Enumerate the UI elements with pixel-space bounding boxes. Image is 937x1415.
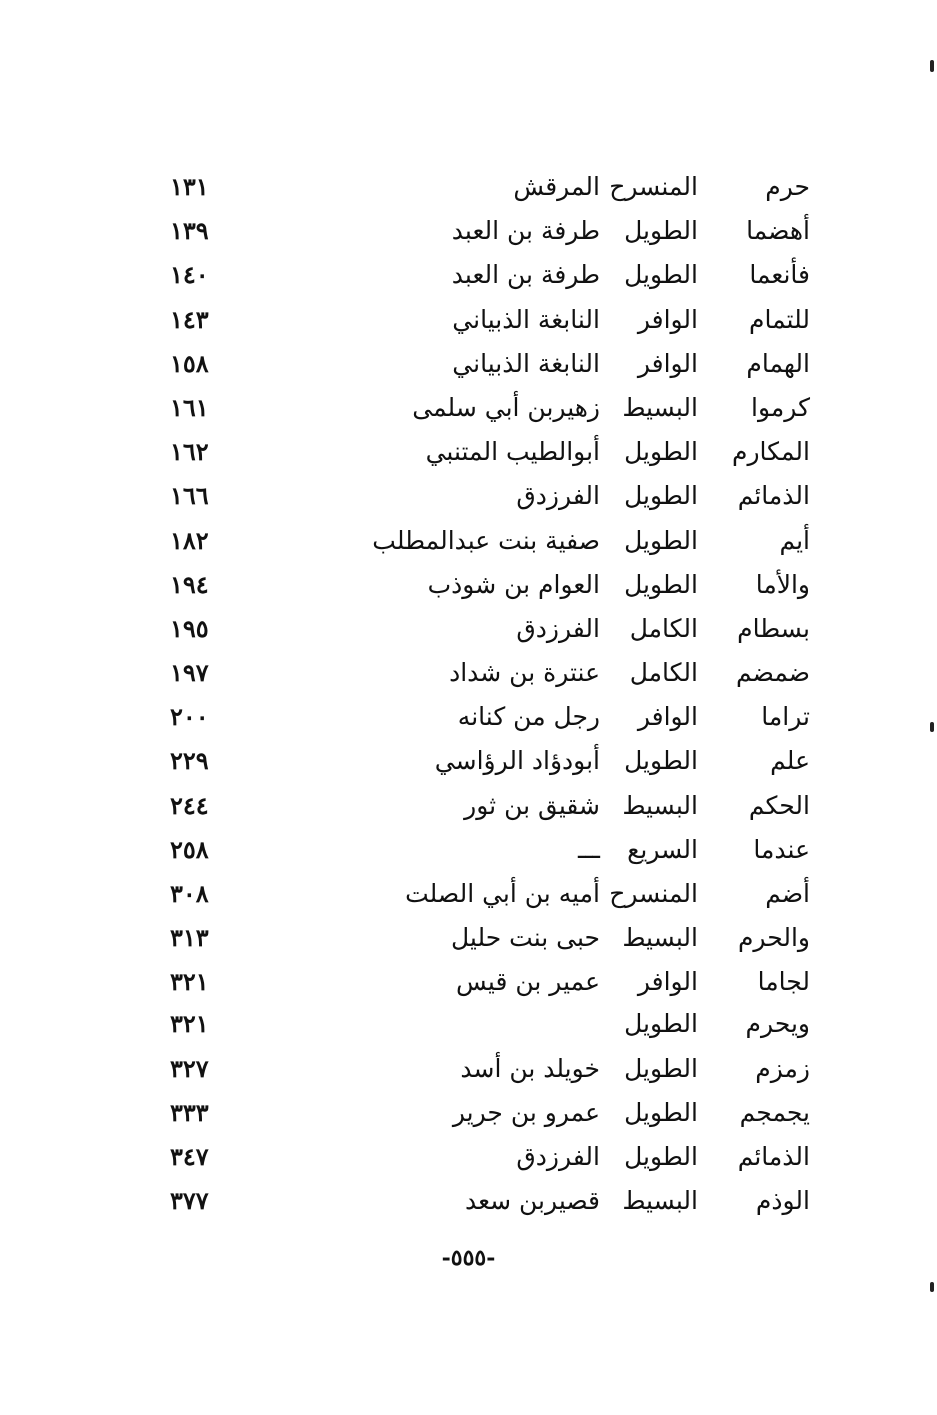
poet-cell: النابغة الذبياني [452, 304, 600, 334]
meter-cell: الطويل [624, 1053, 698, 1083]
poet-cell: أبودؤاد الرؤاسي [434, 746, 600, 776]
index-row [170, 165, 810, 209]
page-number-cell: ١٤٣ [170, 304, 209, 334]
page-number-cell: ١٣٩ [170, 216, 209, 246]
poet-cell: النابغة الذبياني [452, 348, 600, 378]
index-row [170, 607, 810, 651]
meter-cell: الطويل [624, 437, 698, 467]
index-row [170, 828, 810, 872]
page-number-cell: ١٤٠ [170, 260, 209, 290]
index-row [170, 519, 810, 563]
poet-cell: أبوالطيب المتنبي [425, 437, 600, 467]
rhyme-cell: الذمائم [737, 481, 810, 511]
index-row [170, 563, 810, 607]
rhyme-cell: الحكم [748, 790, 810, 820]
rhyme-cell: الوذم [755, 1186, 810, 1216]
page-number-cell: ١٩٥ [170, 613, 209, 643]
rhyme-cell: أضم [765, 879, 810, 908]
rhyme-cell: الذمائم [737, 1141, 810, 1171]
index-row [170, 298, 810, 342]
poet-cell: عنترة بن شداد [449, 658, 600, 688]
poet-cell: عمير بن قيس [456, 967, 600, 997]
rhyme-cell: للتمام [749, 304, 810, 334]
meter-cell: الطويل [624, 746, 698, 776]
meter-cell: الطويل [624, 1097, 698, 1127]
meter-cell: الطويل [624, 1009, 698, 1039]
page-number-cell: ١٦٦ [170, 481, 209, 511]
meter-cell: البسيط [622, 923, 698, 953]
index-row [170, 1047, 810, 1091]
page-number-cell: ١٣١ [170, 172, 209, 201]
page-number-cell: ٣٢١ [170, 1009, 209, 1039]
index-row [170, 1091, 810, 1135]
rhyme-cell: كرموا [751, 392, 810, 422]
rhyme-cell: علم [770, 746, 810, 776]
index-row [170, 253, 810, 297]
page-number-cell: ١٨٢ [170, 525, 209, 555]
index-row [170, 1135, 810, 1179]
meter-cell: البسيط [622, 790, 698, 820]
page-number-cell: ٣١٣ [170, 923, 209, 953]
rhyme-cell: تراما [761, 702, 810, 732]
scan-mark [930, 60, 934, 72]
index-row [170, 386, 810, 430]
meter-cell: الطويل [624, 481, 698, 511]
page-number-cell: ٣٤٧ [170, 1141, 209, 1171]
poet-cell: طرفة بن العبد [451, 260, 600, 290]
meter-cell: الطويل [624, 525, 698, 555]
page-number-cell: ١٥٨ [170, 348, 209, 378]
rhyme-cell: والأما [755, 569, 810, 599]
poet-cell: رجل من كنانه [457, 702, 600, 732]
page-number-cell: ٣٣٣ [170, 1097, 209, 1127]
rhyme-cell: أيم [779, 525, 810, 555]
meter-cell: الوافر [637, 967, 698, 997]
rhyme-cell: يجمجم [739, 1097, 810, 1127]
poet-cell: أميه بن أبي الصلت [405, 879, 600, 908]
index-row [170, 1002, 810, 1046]
rhyme-cell: زمزم [755, 1053, 810, 1083]
page-number-cell: ١٩٤ [170, 569, 209, 599]
rhyme-cell: بسطام [737, 613, 810, 643]
meter-cell: الكامل [629, 658, 698, 688]
meter-cell: السريع [627, 834, 698, 864]
poet-cell: العوام بن شوذب [427, 569, 600, 599]
meter-cell: المنسرح [609, 172, 698, 201]
page-number-cell: ٣٢٧ [170, 1053, 209, 1083]
poet-cell: الفرزدق [516, 613, 600, 643]
index-row [170, 916, 810, 960]
poet-cell: خويلد بن أسد [460, 1053, 600, 1083]
index-row [170, 342, 810, 386]
page-number-footer: -٥٥٥- [441, 1245, 496, 1271]
poet-cell: الفرزدق [516, 1141, 600, 1171]
rhyme-cell: أهضما [746, 216, 810, 246]
rhyme-cell: فأنعما [749, 260, 810, 290]
rhyme-cell: عندما [753, 834, 810, 864]
poet-cell: شقيق بن ثور [464, 790, 600, 820]
meter-cell: الكامل [629, 613, 698, 643]
index-row [170, 739, 810, 783]
poet-cell: صفية بنت عبدالمطلب [372, 525, 600, 555]
index-row [170, 651, 810, 695]
rhyme-cell: حرم [765, 172, 810, 201]
page-number-cell: ٣٧٧ [170, 1186, 209, 1216]
poet-cell: حبى بنت حليل [451, 923, 600, 953]
meter-cell: المنسرح [609, 879, 698, 908]
page-number-cell: ٢٥٨ [170, 834, 209, 864]
index-row [170, 872, 810, 916]
poet-cell: عمرو بن جرير [452, 1097, 600, 1127]
index-row [170, 695, 810, 739]
index-row [170, 784, 810, 828]
rhyme-cell: والحرم [737, 923, 810, 953]
page-number-cell: ٢٠٠ [170, 702, 209, 732]
index-row [170, 1179, 810, 1223]
page-number-cell: ٢٢٩ [170, 746, 209, 776]
poet-cell: قصيربن سعد [464, 1186, 600, 1216]
index-row [170, 960, 810, 1002]
page-number-cell: ١٩٧ [170, 658, 209, 688]
rhyme-cell: لجاما [757, 967, 810, 997]
meter-cell: الطويل [624, 260, 698, 290]
rhyme-cell: الهمام [746, 348, 810, 378]
rhyme-cell: المكارم [732, 437, 810, 467]
meter-cell: الطويل [624, 216, 698, 246]
page-number-cell: ١٦١ [170, 392, 209, 422]
index-row [170, 209, 810, 253]
rhyme-cell: ضمضم [736, 658, 810, 688]
meter-cell: البسيط [622, 392, 698, 422]
poet-cell: المرقش [513, 172, 600, 201]
meter-cell: الوافر [637, 304, 698, 334]
scan-mark [930, 1282, 934, 1292]
poet-cell: زهيربن أبي سلمى [412, 392, 600, 422]
scan-mark [930, 722, 934, 732]
meter-cell: الوافر [637, 348, 698, 378]
meter-cell: الطويل [624, 1141, 698, 1171]
poet-cell: الفرزدق [516, 481, 600, 511]
index-row [170, 430, 810, 474]
poet-cell: ـــ [578, 834, 600, 864]
meter-cell: الطويل [624, 569, 698, 599]
poetry-index-table [170, 165, 810, 1223]
page-number-cell: ٣٠٨ [170, 879, 209, 908]
index-row [170, 474, 810, 518]
poet-cell: طرفة بن العبد [451, 216, 600, 246]
rhyme-cell: ويحرم [745, 1009, 810, 1039]
page-number-cell: ١٦٢ [170, 437, 209, 467]
page-number-cell: ٢٤٤ [170, 790, 209, 820]
meter-cell: البسيط [622, 1186, 698, 1216]
page-number-cell: ٣٢١ [170, 967, 209, 997]
meter-cell: الوافر [637, 702, 698, 732]
